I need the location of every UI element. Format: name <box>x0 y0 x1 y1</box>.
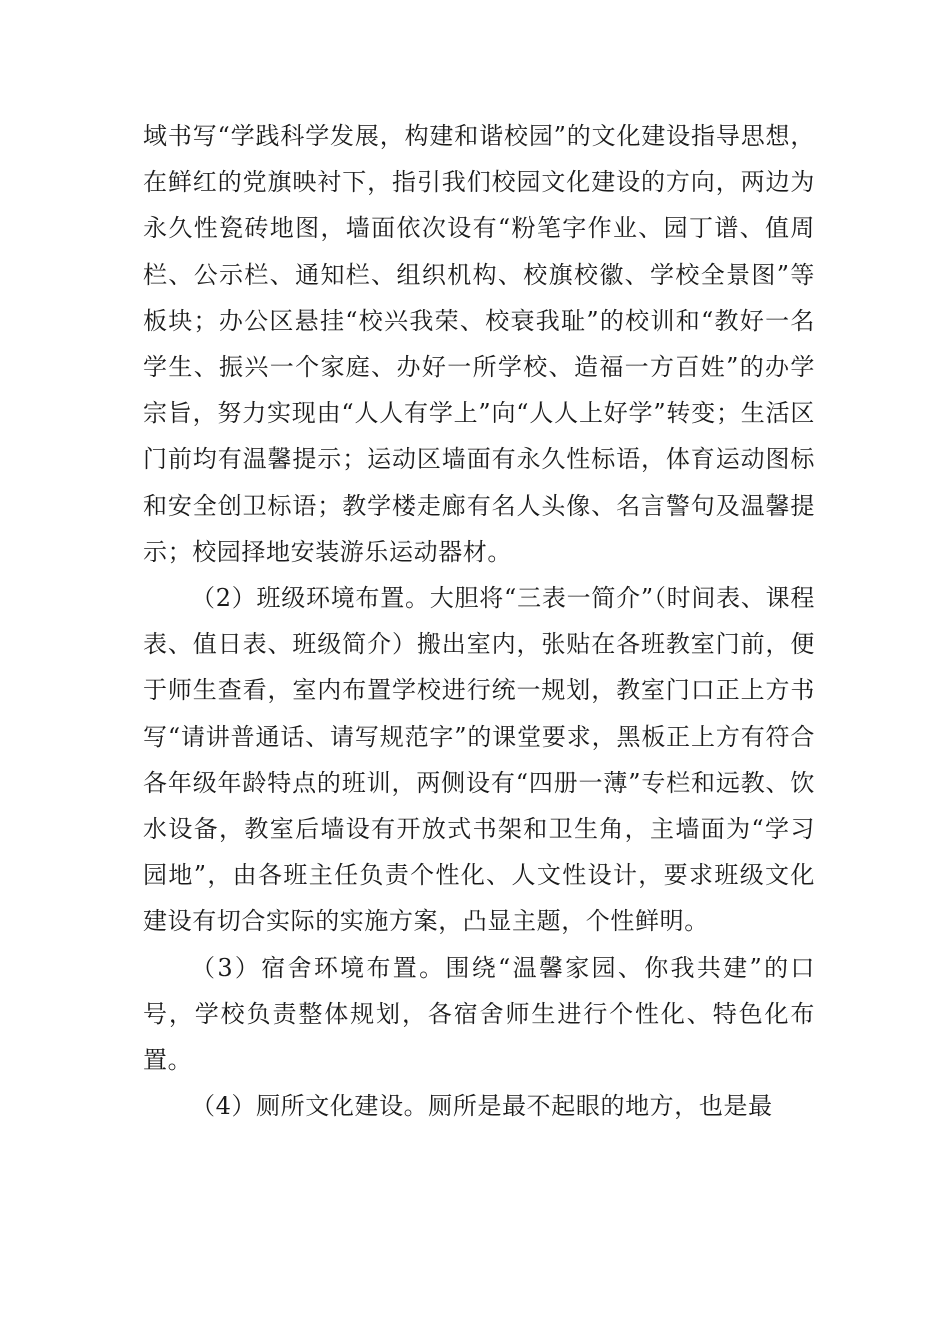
paragraph-3: （3）宿舍环境布置。围绕“温馨家园、你我共建”的口号，学校负责整体规划，各宿舍师生进行个性化、特色化布置。 <box>143 953 815 1075</box>
paragraph-1: 域书写“学践科学发展，构建和谐校园”的文化建设指导思想，在鲜红的党旗映衬下，指引我们校园文化建设的方向，两边为永久性瓷砖地图，墙面依次设有“粉笔字作业、园丁谱、值周栏、公示栏、通知栏、组织机构、校旗校徽、学校全景图”等板块；办公区悬挂“校兴我荣、校衰我耻”的校训和“教好一名学生、振兴一个家庭、办好一所学校、造福一方百姓”的办学宗旨，努力实现由“人人有学上”向“人人上好学”转变；生活区门前均有温馨提示；运动区墙面有永久性标语，体育运动图标和安全创卫标语；教学楼走廊有名人头像、名言警句及温馨提示；校园择地安装游乐运动器材。 <box>143 122 815 566</box>
document-body <box>143 113 815 1129</box>
paragraph-2: （2）班级环境布置。大胆将“三表一简介”（时间表、课程表、值日表、班级简介）搬出室内，张贴在各班教室门前，便于师生查看，室内布置学校进行统一规划，教室门口正上方书写“请讲普通话、请写规范字”的课堂要求，黑板正上方有符合各年级年龄特点的班训，两侧设有“四册一薄”专栏和远教、饮水设备，教室后墙设有开放式书架和卫生角，主墙面为“学习园地”，由各班主任负责个性化、人文性设计，要求班级文化建设有切合实际的实施方案，凸显主题，个性鲜明。 <box>143 584 815 936</box>
paragraph-4: （4）厕所文化建设。厕所是最不起眼的地方，也是最 <box>191 1092 773 1121</box>
